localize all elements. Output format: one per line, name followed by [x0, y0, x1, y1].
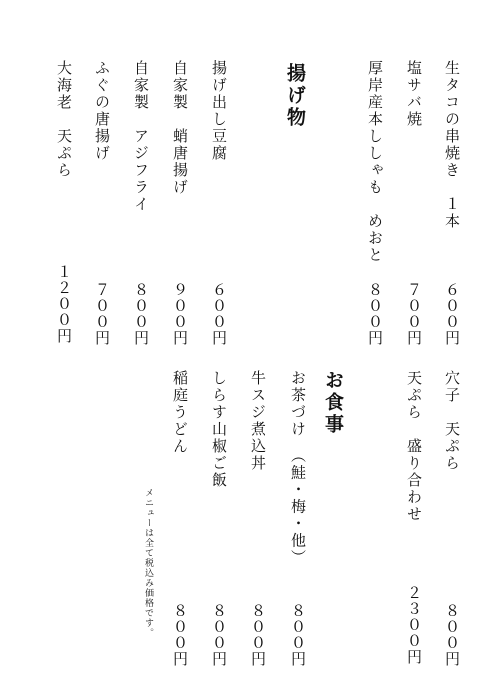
menu-item-name: 厚岸産本ししゃも めおと: [366, 60, 384, 264]
menu-item-name: 揚げ出し豆腐: [210, 60, 228, 162]
menu-item-name: 天ぷら 盛り合わせ: [405, 370, 423, 523]
menu-item-name: 穴子 天ぷら: [443, 370, 461, 472]
section-heading-fried: 揚げ物: [284, 63, 306, 129]
menu-item-price: ８００円: [171, 603, 189, 667]
menu-item-price: ８００円: [443, 603, 461, 667]
menu-item-price: ８００円: [210, 603, 228, 667]
menu-item-price: ７００円: [93, 282, 111, 346]
menu-item-name: 塩サバ焼: [405, 60, 423, 128]
menu-item-price: ６００円: [443, 282, 461, 346]
menu-item-name: 自家製 蛸唐揚げ: [171, 60, 189, 196]
menu-item-price: ８００円: [289, 603, 307, 667]
menu-item-name: 生タコの串焼き １本: [443, 60, 461, 230]
menu-item-price: １２００円: [55, 264, 73, 344]
menu-item-name: 稲庭うどん: [171, 370, 189, 455]
menu-item-price: ２３００円: [405, 585, 423, 665]
menu-item-price: ９００円: [171, 282, 189, 346]
section-heading-meal: お食事: [322, 370, 344, 436]
menu-item-price: ８００円: [249, 603, 267, 667]
menu-item-name: ふぐの唐揚げ: [93, 60, 111, 162]
menu-item-price: ６００円: [210, 282, 228, 346]
menu-item-price: ８００円: [132, 282, 150, 346]
menu-item-name: 自家製 アジフライ: [132, 60, 150, 213]
menu-item-price: ８００円: [366, 282, 384, 346]
menu-item-name: しらす山椒ご飯: [210, 370, 228, 489]
menu-item-name: 大海老 天ぷら: [55, 60, 73, 179]
menu-item-name: お茶づけ （鮭・梅・他）: [289, 370, 307, 567]
menu-item-name: 牛スジ煮込丼: [249, 370, 267, 472]
menu-item-price: ７００円: [405, 282, 423, 346]
tax-note: メニューは全て税込み価格です。: [143, 488, 153, 638]
